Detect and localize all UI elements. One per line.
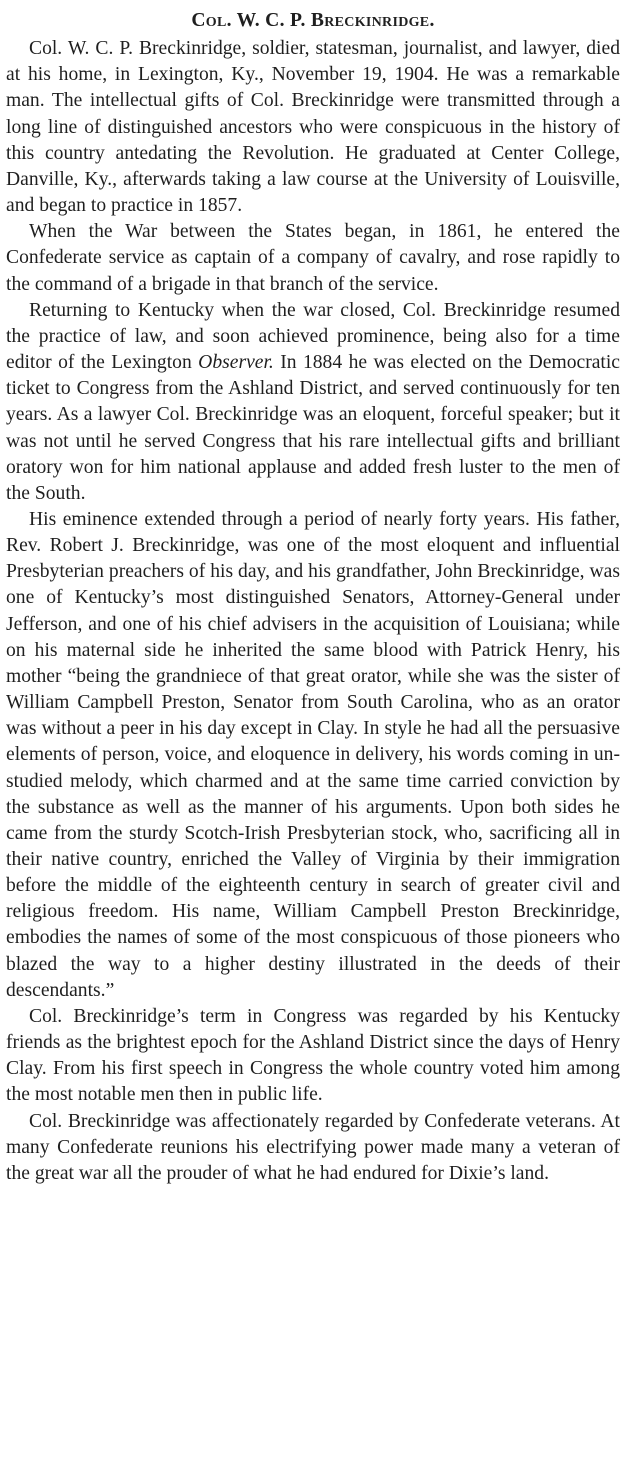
paragraph-5-text: Col. Breckinridge’s term in Congress was regarded by his Kentucky friends as the brightest epoch for the Ashland District since the days of Henry Clay. From his first speech in Congress the whole country voted him among the most notable men then in public life. — [6, 1005, 620, 1106]
paragraph-3 — [6, 298, 620, 507]
paragraph-1 — [6, 36, 620, 219]
paragraph-6-text: Col. Breckinridge was affectionately regarded by Confederate veterans. At many Confederate reunions his electrifying power made many a veteran of the great war all the prouder of what he had endured for Dixie’s land. — [6, 1110, 620, 1184]
paragraph-4 — [6, 507, 620, 1004]
paragraph-2 — [6, 219, 620, 297]
paragraph-5 — [6, 1004, 620, 1109]
paragraph-2-text: When the War between the States began, in 1861, he entered the Confederate service as captain of a company of cavalry, and rose rapidly to the command of a brigade in that branch of the service. — [6, 221, 620, 295]
paragraph-4-text: His eminence extended through a period of nearly forty years. His father, Rev. Robert J. Breckinridge, was one of the most eloquent and influential Presbyterian preachers of his day, and his grandfather, John Breckinridge, was one of Kentucky’s most distinguished Senators, Attorney-General under Jefferson, and one of his chief advisers in the acquisition of Louisiana; while on his maternal side he inherited the same blood with Patrick Henry, his mother “being the grandniece of that great orator, while she was the sister of William Campbell Preston, Senator from South Carolina, who as an orator was without a peer in his day except in Clay. In style he had all the persuasive elements of person, voice, and eloquence in delivery, his words coming in unstudied melody, which charmed and at the same time carried conviction by the substance as well as the manner of his arguments. Upon both sides he came from the sturdy Scotch-Irish Presbyterian stock, who, sacrificing all in their native country, enriched the Valley of Virginia by their immigration before the middle of the eighteenth century in search of greater civil and religious freedom. His name, William Campbell Preston Breckinridge, embodies the names of some of the most conspicuous of those pioneers who blazed the way to a higher destiny illustrated in the deeds of their descendants.” — [6, 508, 620, 1001]
newspaper-name: Observer. — [198, 352, 274, 374]
document-page — [6, 8, 620, 1187]
paragraph-6 — [6, 1109, 620, 1187]
paragraph-1-text: Col. W. C. P. Breckinridge, soldier, statesman, journalist, and lawyer, died at his home, in Lexington, Ky., November 19, 1904. He was a remarkable man. The intellectual gifts of Col. Breckinridge were transmitted through a long line of distinguished ancestors who were conspicuous in the history of this country antedating the Revolution. He graduated at Center College, Danville, Ky., afterwards taking a law course at the University of Louisville, and began to practice in 1857. — [6, 38, 620, 217]
paragraph-3-text-start: Returning to Kentucky when the war closed, Col. Breckinridge resumed the practice of law, and soon achieved prominence, being also for a time editor of the Lexington — [6, 299, 620, 374]
paragraph-3-text-end: In 1884 he was elected on the Democratic ticket to Congress from the Ashland District, and served continuously for ten years. As a lawyer Col. Breckinridge was an eloquent, forceful speaker; but it was not until he served Congress that his rare intellectual gifts and brilliant oratory won for him national applause and added fresh luster to the men of the South. — [6, 352, 620, 504]
article-title: Col. W. C. P. Breckinridge. — [191, 10, 435, 31]
